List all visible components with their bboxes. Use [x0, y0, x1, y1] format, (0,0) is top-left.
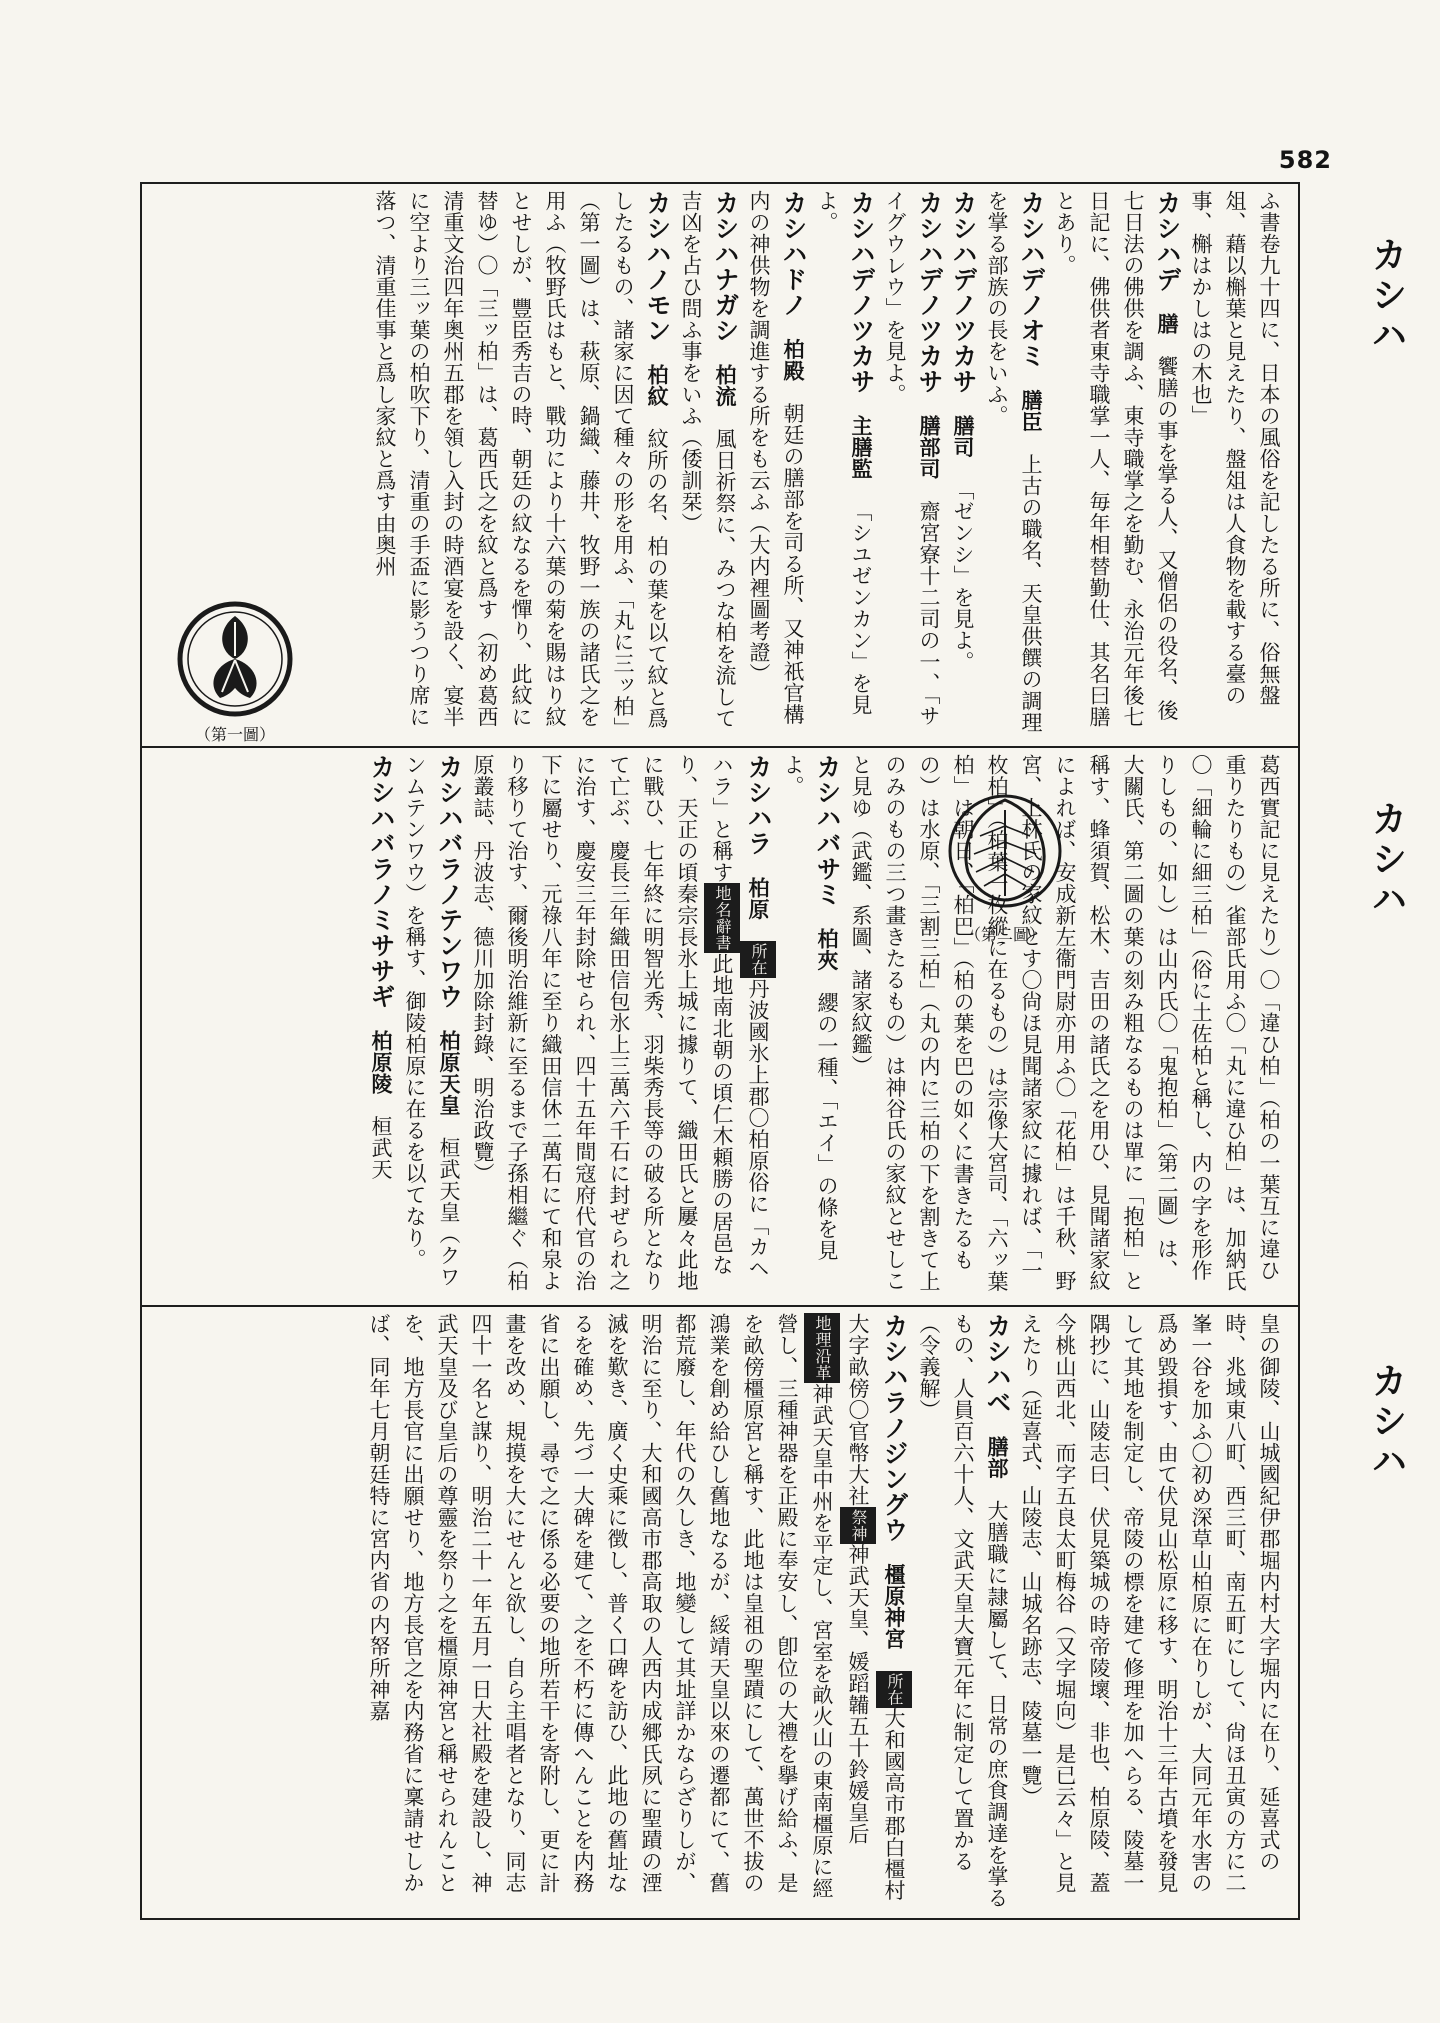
- entry-kanji: 柏流: [713, 364, 738, 407]
- gap: [946, 394, 980, 415]
- gap: [912, 480, 946, 501]
- entry-headword: カシハデ: [1153, 190, 1182, 292]
- gap: [364, 1009, 398, 1030]
- tier-2: [146, 754, 1296, 1300]
- entry-headword: カシハバラノテンワウ: [435, 754, 464, 1009]
- gap: [741, 920, 775, 941]
- entry-headword: カシハベ: [983, 1313, 1012, 1415]
- gap: [1014, 369, 1048, 390]
- gap: [844, 480, 878, 501]
- gap: [432, 1009, 466, 1030]
- entry-headword: カシハバラノミササギ: [367, 754, 396, 1009]
- dictionary-entry: [980, 190, 1048, 740]
- tier-3: [146, 1313, 1296, 1913]
- section-tag: 地理沿革: [804, 1313, 840, 1383]
- fig2-caption: （第二圖）: [964, 925, 1045, 944]
- entry-headword: カシハラ: [744, 754, 773, 856]
- gap: [844, 394, 878, 415]
- entry-kanji: 柏紋: [645, 364, 670, 407]
- dictionary-entry: [912, 1313, 1014, 1913]
- dictionary-entry: [364, 754, 398, 1300]
- gap: [810, 907, 844, 928]
- entry-text: 神武天皇中州を平定し、宮室を畝火山の東南橿原に經營し、三種神器を正殿に奉安し、卽位の大禮を擧げ給ふ、是を畝傍橿原宮と稱す、此地は皇祖の聖蹟にして、萬世不拔の鴻業を創め給ひし舊地なるが、綏靖天皇以來の遷都にて、舊都荒廢し、年代の久しき、地變して其址詳かならざりしが、明治に至り、大和國高市郡高取の人西内成郷氏夙に聖蹟の湮滅を歎き、廣く史乘に徴し、普く口碑を訪ひ、此地の舊址なるを確め、先づ一大碑を建て、之を不朽に傳へんことを内務省に出願し、尋で之に係る必要の地所若干を寄附し、更に計畫を改め、規摸を大にせんと欲し、自ら主唱者となり、同志四十一名と謀り、明治二十一年五月一日大社殿を建設し、神武天皇及び皇后の尊靈を祭り之を橿原神宮と稱せられんことを、地方長官に出願せり、地方長官之を内務省に稟請せしかば、同年七月朝廷特に宮内省の内帑所神嘉: [367, 1313, 834, 1899]
- gap: [776, 318, 810, 339]
- gap: [810, 971, 844, 992]
- entry-text: 纓の一種、「エイ」の條を見よ。: [781, 754, 839, 1261]
- dictionary-entry: [466, 754, 776, 1300]
- entry-text: ふ書卷九十四に、日本の風俗を記したる所に、俗無盤俎、藉以槲葉と見えたり、盤俎は人食物を載する臺の事、槲はかしはの木也」: [1189, 190, 1281, 706]
- gap: [1150, 335, 1184, 356]
- entry-text: 紋所の名、柏の葉を以て紋と爲したるもの、諸家に因て種々の形を用ふ、「丸に三ッ柏」（第一圖）は、萩原、鍋織、藤井、牧野一族の諸氏之を用ふ（牧野氏はもと、戰功により十六葉の菊を賜はり紋とせしが、豐臣秀吉の時、朝廷の紋なるを憚り、此紋に替ゆ）〇「三ッ柏」は、葛西氏之を紋と爲す（初め葛西清重文治四年奥州五郡を領し入封の時酒宴を設く、宴半に空より三ッ葉の柏吹下り、清重の手盃に影うつり席に落つ、清重佳事と爲し家紋と爲す由奥州: [373, 190, 669, 739]
- entry-text: 朝廷の膳部を司る所、又神祇官構内の神供物を調進する所をも云ふ（大内裡圖考證）: [747, 190, 805, 725]
- gap: [912, 394, 946, 415]
- gap: [640, 343, 674, 364]
- entry-kanji: 柏原天皇: [437, 1030, 462, 1116]
- dictionary-entry: [362, 1313, 912, 1913]
- gap: [980, 1415, 1014, 1436]
- top-rule: [140, 182, 1300, 184]
- dictionary-entry: [1048, 190, 1184, 740]
- entry-text: 桓武天皇（クワンムテンワウ）を稱す、御陵柏原に在るを以てなり。: [403, 754, 461, 1288]
- entry-kanji: 柏原陵: [369, 1030, 394, 1095]
- entry-headword: カシハノモン: [643, 190, 672, 343]
- gap: [708, 407, 742, 428]
- entry-kanji: 膳臣: [1019, 389, 1044, 433]
- entry-continuation: [844, 754, 1286, 1300]
- section-tag: 祭神: [840, 1507, 876, 1544]
- section-tag: 所在: [876, 1671, 912, 1708]
- dictionary-entry: [674, 190, 742, 740]
- dictionary-entry: [878, 190, 946, 740]
- dictionary-entry: [368, 190, 674, 740]
- entry-headword: カシハデノオミ: [1017, 190, 1046, 369]
- entry-text: 「シユゼンカン」を見よ。: [815, 190, 873, 716]
- entry-text: 丹波國氷上郡〇柏原俗に「カヘハラ」と稱す: [710, 754, 770, 1279]
- tier-3-body: [146, 1313, 1296, 1913]
- dictionary-entry: [776, 754, 844, 1300]
- entry-text: 皇の御陵、山城國紀伊郡堀内村大字堀内に在り、延喜式の時、兆域東八町、西三町、南五町にして、尙ほ丑寅の方に二峯一谷を加ふ〇初め深草山柏原に在りしが、大同元年水害の爲め毀損す、由て伏見山松原に移す、明治十三年古墳を發見して其地を制定し、帝陵の標を建て修理を加へらる、陵墓一隅抄に、山陵志曰、伏見築城の時帝陵壞、非也、柏原陵、蓋今桃山西北、而字五良太町梅谷（又字堀向）是已云々」と見えたり（延喜式、山陵志、山城名跡志、陵墓一覽）: [1019, 1313, 1281, 1894]
- gap: [364, 1095, 398, 1116]
- entry-text: 大和國高市郡白橿村大字畝傍〇官幣大社: [846, 1313, 906, 1901]
- section-tag: 所在: [740, 941, 776, 978]
- tier-divider-2: [140, 1305, 1300, 1307]
- tier-divider-1: [140, 746, 1300, 748]
- gap: [708, 343, 742, 364]
- gap: [1014, 433, 1048, 454]
- tier-1-body: [146, 190, 1296, 740]
- entry-text: 神武天皇、媛蹈韛五十鈴媛皇后: [846, 1543, 870, 1845]
- side-heading-1: カシハ: [1366, 236, 1407, 356]
- entry-kanji: 主膳監: [849, 415, 874, 480]
- left-rule: [140, 182, 142, 1920]
- entry-text: 桓武天: [369, 1115, 393, 1180]
- entry-headword: カシハデノツカサ: [847, 190, 876, 394]
- entry-text: 此地南北朝の頃仁木頼勝の居邑なり、天正の頃秦宗長氷上城に據りて、織田氏と屢々此地に戰ひ、七年終に明智光秀、羽柴秀長等の破る所となりて亡ぶ、慶長三年織田信包氷上三萬六千石に封ぜられ之に治す、慶安三年封除せられ、四十五年間寇府代官の治下に屬せり、元祿八年に至り織田信休二萬石にて和泉より移りて治す、爾後明治維新に至るまで子孫相繼ぐ（柏原叢誌、丹波志、德川加除封錄、明治政覽）: [471, 754, 734, 1292]
- entry-continuation: [1184, 190, 1286, 740]
- entry-kanji: 膳部: [985, 1436, 1010, 1479]
- dictionary-entry: [398, 754, 466, 1300]
- dictionary-entry: [742, 190, 810, 740]
- gap: [741, 856, 775, 877]
- entry-kanji: 柏殿: [781, 338, 806, 382]
- entry-headword: カシハドノ: [779, 190, 808, 318]
- bottom-rule: [140, 1918, 1300, 1920]
- entry-text: 葛西實記に見えたり）〇「違ひ柏」（柏の一葉互に違ひ重りたりもの）雀部氏用ふ〇「丸に違ひ柏」は、加納氏〇「細輪に細三柏」（俗に土佐柏と稱し、内の字を形作りしもの、如し）は山内氏〇「鬼抱柏」（第二圖）は、大關氏、第二圖の葉の刻み粗なるものは單に「抱柏」と稱す、蜂須賀、松木、吉田の諸氏之を用ひ、見聞諸家紋によれば、安成新左衞門尉亦用ふ〇「花柏」は千秋、野宮、上林氏の家紋とす〇尙ほ見聞諸家紋に據れば、「一枚柏」（柏葉一枚縱に在るもの）は宗像大宮司、「六ッ葉柏」は朝日、「柏巴」（柏の葉を巴の如くに書きたるもの）は水原、「三割三柏」（丸の内に三柏の下を割きて上のみのもの三つ畫きたるもの）は神谷氏の家紋とせしこと見ゆ（武鑑、系圖、諸家紋鑑）: [849, 754, 1281, 1292]
- entry-kanji: 橿原神宮: [882, 1563, 907, 1650]
- entry-headword: カシハデノツカサ: [949, 190, 978, 394]
- gap: [776, 382, 810, 403]
- gap: [946, 458, 980, 479]
- gap: [980, 1479, 1014, 1500]
- entry-text: 風日祈祭に、みつな柏を流して吉凶を占ひ問ふ事をいふ（倭訓栞）: [679, 190, 737, 729]
- entry-headword: カシハデノツカサ: [915, 190, 944, 394]
- gap: [877, 1543, 911, 1564]
- entry-kanji: 柏夾: [815, 928, 840, 971]
- entry-headword: カシハナガシ: [711, 190, 740, 343]
- entry-text: 饗膳の事を掌る人、又僧侶の役名、後七日法の佛供を調ふ、東寺職掌之を勤む、永治元年後七日記に、佛供者東寺職掌一人、毎年相替勤仕、其名曰膳とあり。: [1053, 190, 1179, 728]
- side-heading-2: カシハ: [1366, 800, 1407, 920]
- dictionary-entry: [810, 190, 878, 740]
- entry-headword: カシハバサミ: [813, 754, 842, 907]
- gap: [432, 1116, 466, 1137]
- gap: [640, 407, 674, 428]
- entry-kanji: 柏原: [746, 877, 771, 920]
- entry-text: 大膳職に隷屬して、日常の庶食調達を掌るもの、人員百六十人、文武天皇大寶元年に制定して置かる（令義解）: [917, 1313, 1009, 1909]
- entry-text: 「ゼンシ」を見よ。: [951, 479, 975, 673]
- entry-kanji: 膳部司: [917, 415, 942, 480]
- entry-headword: カシハラノジングウ: [880, 1313, 909, 1543]
- entry-text: 齋宮寮十二司の一、「サイグウレウ」を見よ。: [883, 190, 941, 727]
- right-rule: [1298, 182, 1300, 1920]
- side-heading-3: カシハ: [1366, 1362, 1407, 1482]
- entry-kanji: 膳: [1155, 313, 1180, 335]
- page-number: 582: [1278, 146, 1332, 174]
- entry-kanji: 膳司: [951, 415, 976, 458]
- fig1-caption: （第一圖）: [194, 725, 275, 744]
- entry-text: 上古の職名、天皇供饌の調理を掌る部族の長をいふ。: [985, 190, 1043, 733]
- tier-1: [146, 190, 1296, 740]
- section-tag: 地名辭書: [704, 883, 740, 953]
- entry-continuation: [1014, 1313, 1286, 1913]
- gap: [1150, 292, 1184, 313]
- gap: [877, 1650, 911, 1671]
- dictionary-entry: [946, 190, 980, 740]
- tier-2-body: [146, 754, 1296, 1300]
